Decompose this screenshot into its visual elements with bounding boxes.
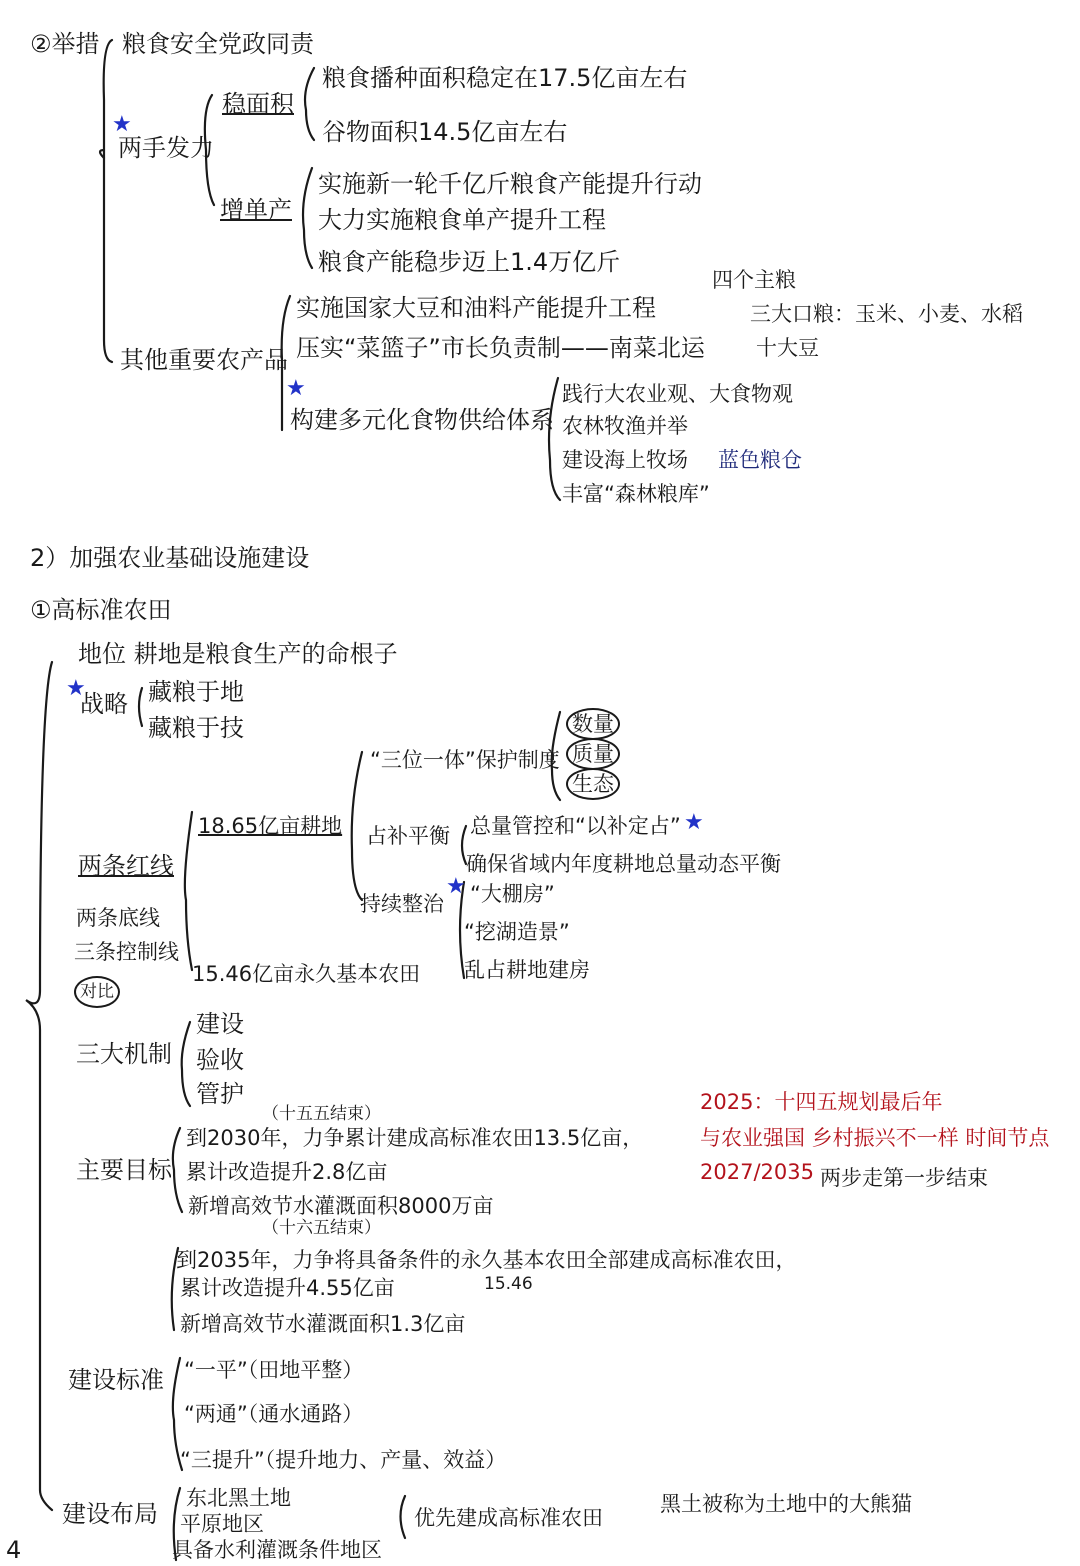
badge-compare: 对比 bbox=[74, 976, 120, 1008]
node-main-goals: 主要目标 bbox=[76, 1156, 172, 1184]
section-measures-heading: ②举措 bbox=[30, 30, 100, 58]
item-acceptance: 验收 bbox=[196, 1046, 244, 1074]
item-plain-area: 平原地区 bbox=[180, 1512, 264, 1536]
item-illegal-housing: 乱占耕地建房 bbox=[464, 958, 590, 982]
item-grain-area: 谷物面积14.5亿亩左右 bbox=[322, 118, 568, 146]
star-icon: ★ bbox=[66, 676, 86, 701]
tag-quantity: 数量 bbox=[566, 708, 620, 740]
item-black-soil: 东北黑土地 bbox=[186, 1486, 291, 1510]
node-three-mechanisms: 三大机制 bbox=[76, 1040, 172, 1068]
node-raise-yield: 增单产 bbox=[220, 196, 292, 224]
node-trinity-protection: “三位一体”保护制度 bbox=[370, 748, 560, 772]
node-rectification: 持续整治 bbox=[360, 892, 444, 916]
node-two-hands: 两手发力 bbox=[118, 134, 214, 162]
item-sea-ranch: 建设海上牧场 bbox=[562, 448, 688, 472]
node-three-controllines: 三条控制线 bbox=[74, 940, 179, 964]
root-node: 粮食安全党政同责 bbox=[122, 30, 314, 58]
node-status: 地位 耕地是粮食生产的命根子 bbox=[78, 640, 398, 668]
subsection-farmland: ①高标准农田 bbox=[30, 596, 172, 624]
goal-2030-upgrade: 累计改造提升2.8亿亩 bbox=[186, 1160, 388, 1184]
item-total-control: 总量管控和“以补定占” bbox=[470, 814, 681, 838]
star-icon: ★ bbox=[112, 112, 132, 137]
item-grain-in-tech: 藏粮于技 bbox=[148, 714, 244, 742]
item-big-agri: 践行大农业观、大食物观 bbox=[562, 382, 793, 406]
note-2027-2035: 2027/2035 bbox=[700, 1160, 814, 1184]
note-1546: 15.46 bbox=[484, 1274, 533, 1294]
note-16th-plan-end: （十六五结束） bbox=[262, 1218, 381, 1238]
item-soy-oil: 实施国家大豆和油料产能提升工程 bbox=[296, 294, 656, 322]
item-yield-project: 大力实施粮食单产提升工程 bbox=[318, 206, 606, 234]
node-two-redlines: 两条红线 bbox=[78, 852, 174, 880]
item-basic-farmland-1546: 15.46亿亩永久基本农田 bbox=[192, 962, 421, 986]
star-icon: ★ bbox=[286, 376, 306, 401]
note-timeline-diff: 与农业强国 乡村振兴不一样 时间节点 bbox=[700, 1126, 1050, 1150]
node-other-products: 其他重要农产品 bbox=[120, 346, 288, 374]
item-capacity-action: 实施新一轮千亿斤粮食产能提升行动 bbox=[318, 170, 702, 198]
item-construction: 建设 bbox=[196, 1010, 244, 1038]
node-balance: 占补平衡 bbox=[366, 824, 450, 848]
node-build-layout: 建设布局 bbox=[62, 1500, 158, 1528]
note-15th-plan-end: （十五五结束） bbox=[262, 1104, 381, 1124]
item-sown-area: 粮食播种面积稳定在17.5亿亩左右 bbox=[322, 64, 688, 92]
note-blue-granary: 蓝色粮仓 bbox=[718, 448, 802, 472]
page-number: 4 bbox=[6, 1536, 22, 1564]
node-stable-area: 稳面积 bbox=[222, 90, 294, 118]
note-two-steps: 两步走第一步结束 bbox=[820, 1166, 988, 1190]
item-farmland-1865: 18.65亿亩耕地 bbox=[198, 814, 343, 838]
goal-2030-irrigation: 新增高效节水灌溉面积8000万亩 bbox=[188, 1194, 494, 1218]
item-priority-build: 优先建成高标准农田 bbox=[414, 1506, 603, 1530]
tag-ecology: 生态 bbox=[566, 768, 620, 800]
side-note-soy: 十大豆 bbox=[756, 336, 819, 360]
goal-2030: 到2030年，力争累计建成高标准农田13.5亿亩， bbox=[186, 1126, 644, 1150]
goal-2035: 到2035年，力争将具备条件的永久基本农田全部建成高标准农田， bbox=[176, 1248, 797, 1272]
item-lake-digging: “挖湖造景” bbox=[464, 920, 570, 944]
note-2025: 2025：十四五规划最后年 bbox=[700, 1090, 943, 1114]
item-irrigated-area: 具备水利灌溉条件地区 bbox=[172, 1538, 382, 1562]
item-capacity-target: 粮食产能稳步迈上1.4万亿斤 bbox=[318, 248, 621, 276]
item-two-access: “两通”（通水通路） bbox=[184, 1402, 364, 1426]
star-icon: ★ bbox=[684, 810, 704, 835]
star-icon: ★ bbox=[446, 874, 466, 899]
item-three-improve: “三提升”（提升地力、产量、效益） bbox=[180, 1448, 507, 1472]
item-grain-in-land: 藏粮于地 bbox=[148, 678, 244, 706]
item-agri-forest: 农林牧渔并举 bbox=[562, 414, 688, 438]
note-black-soil-panda: 黑土被称为土地中的大熊猫 bbox=[660, 1492, 912, 1516]
item-one-level: “一平”（田地平整） bbox=[184, 1358, 364, 1382]
item-veg-basket: 压实“菜篮子”市长负责制——南菜北运 bbox=[296, 334, 705, 362]
section-infra-heading: 2）加强农业基础设施建设 bbox=[30, 544, 310, 572]
goal-2035-upgrade: 累计改造提升4.55亿亩 bbox=[180, 1276, 395, 1300]
node-build-standard: 建设标准 bbox=[68, 1366, 164, 1394]
tag-quality: 质量 bbox=[566, 738, 620, 770]
node-strategy: 战略 bbox=[80, 690, 128, 718]
side-note-staples: 四个主粮 bbox=[712, 268, 796, 292]
side-note-rations: 三大口粮：玉米、小麦、水稻 bbox=[750, 302, 1023, 326]
node-two-bottomlines: 两条底线 bbox=[76, 906, 160, 930]
goal-2035-irrigation: 新增高效节水灌溉面积1.3亿亩 bbox=[180, 1312, 466, 1336]
item-food-system: 构建多元化食物供给体系 bbox=[290, 406, 554, 434]
item-maintenance: 管护 bbox=[196, 1080, 244, 1108]
item-forest-granary: 丰富“森林粮库” bbox=[562, 482, 710, 506]
item-greenhouse: “大棚房” bbox=[470, 882, 555, 906]
item-dynamic-balance: 确保省域内年度耕地总量动态平衡 bbox=[466, 852, 781, 876]
